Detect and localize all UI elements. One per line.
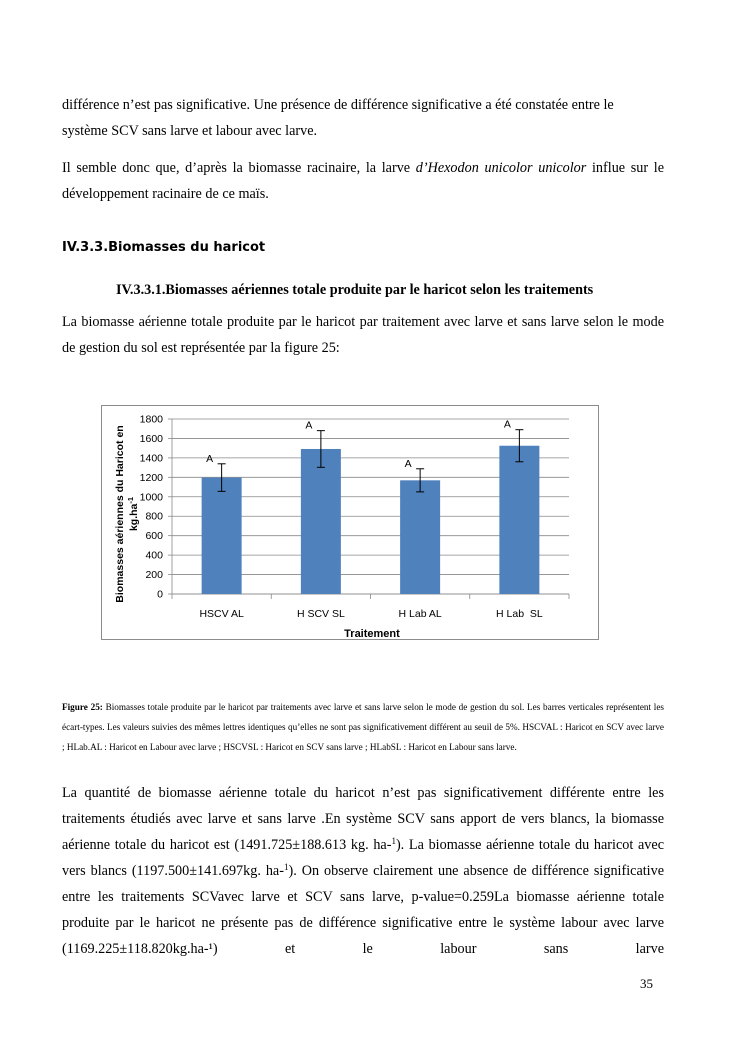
significance-letter: A: [404, 457, 412, 470]
species-name: d’Hexodon unicolor unicolor: [415, 160, 587, 176]
paragraph-results-c: ). On observe clairement une absence de différence significative entre les traitements SCVavec larve et SCV sans larve, p-value=0.259La biomasse aérienne totale produite par le haricot ne présente pas de différence significative entre le système labour avec larve (1169.225±118.820kg.ha-¹) et le labour sans larve: [62, 863, 665, 957]
bar: [202, 478, 242, 594]
significance-letter: A: [305, 419, 313, 432]
x-category-label: H SCV SL: [296, 608, 345, 620]
paragraph-results-b: ). La biomasse aérienne totale du haricot avec vers blancs (1197.500±141.697kg. ha-: [62, 837, 664, 879]
bars: [202, 419, 540, 594]
paragraph-results: [62, 780, 664, 962]
paragraph-figure-intro: La biomasse aérienne totale produite par le haricot par traitement avec larve et sans larve selon le mode de gestion du sol est représentée par la figure 25:: [62, 314, 664, 356]
paragraph-root-biomass: [62, 155, 664, 207]
y-axis-title-line2: [126, 497, 140, 531]
figure-25-chart: [101, 405, 599, 640]
paragraph-results-a: La quantité de biomasse aérienne totale du haricot n’est pas significativement différente entre les traitements étudiés avec larve et sans larve .En système SCV sans apport de vers blancs, la biomasse aérienne totale du haricot est (1491.725±188.613 kg. ha-: [62, 785, 664, 853]
page-number: 35: [640, 976, 653, 991]
bar: [400, 480, 440, 594]
y-tick-label: 1200: [139, 471, 163, 484]
y-tick-label: 800: [145, 510, 163, 523]
paragraph-intro: [62, 92, 664, 144]
y-tick-label: 1600: [139, 432, 163, 445]
paragraph-root-biomass-start: Il semble donc que, d’après la biomasse racinaire, la larve: [62, 160, 416, 176]
subsection-heading: IV.3.3.1.Biomasses aériennes totale produite par le haricot selon les traitements: [116, 282, 594, 298]
paragraph-root-biomass-end: influe sur le développement racinaire de ce maïs.: [62, 160, 665, 202]
significance-letter: A: [503, 418, 511, 431]
y-tick-label: 600: [145, 530, 163, 543]
x-axis-title: Traitement: [344, 628, 400, 640]
y-tick-label: 200: [145, 569, 163, 582]
paragraph-intro-line1: différence n’est pas significative. Une présence de différence significative a été constatée entre le: [62, 97, 614, 113]
section-heading: IV.3.3.Biomasses du haricot: [62, 240, 266, 255]
exponent-1: 1: [391, 836, 396, 846]
y-axis-unit: kg.ha: [128, 503, 140, 532]
y-tick-label: 1000: [139, 491, 163, 504]
y-tick-label: 0: [157, 588, 163, 601]
x-category-label: H Lab AL: [398, 608, 442, 620]
bar-chart-svg: [102, 406, 600, 641]
paragraph-intro-line2: système SCV sans larve et labour avec larve.: [62, 123, 318, 139]
bar: [499, 446, 539, 594]
x-category-label: HSCV AL: [199, 608, 244, 620]
figure-caption: [62, 698, 664, 757]
y-tick-label: 1800: [139, 413, 163, 426]
y-axis-title: [114, 425, 140, 602]
y-tick-label: 400: [145, 549, 163, 562]
axis-ticks: [140, 414, 543, 621]
bar: [301, 449, 341, 594]
caption-label: Figure 25:: [62, 702, 103, 712]
significance-letter: A: [206, 452, 214, 465]
y-axis-unit-exponent: -1: [126, 496, 135, 504]
x-category-label: H Lab SL: [496, 608, 543, 620]
exponent-2: 1: [283, 862, 289, 872]
y-axis-title-line1: Biomasses aériennes du Haricot en: [114, 425, 126, 603]
caption-text: Biomasses totale produite par le haricot par traitements avec larve et sans larve selon le mode de gestion du sol. Les barres verticales représentent les écart-types. Les valeurs suivies des mêmes lettres identiques qu’elles ne sont pas significativement différent au seuil de 5%. HSCVAL : Haricot en SCV avec larve ; HLab.AL : Haricot en Labour avec larve ; HSCVSL : Haricot en SCV sans larve ; HLabSL : Haricot en Labour sans larve.: [62, 702, 665, 752]
y-tick-label: 1400: [139, 452, 163, 465]
